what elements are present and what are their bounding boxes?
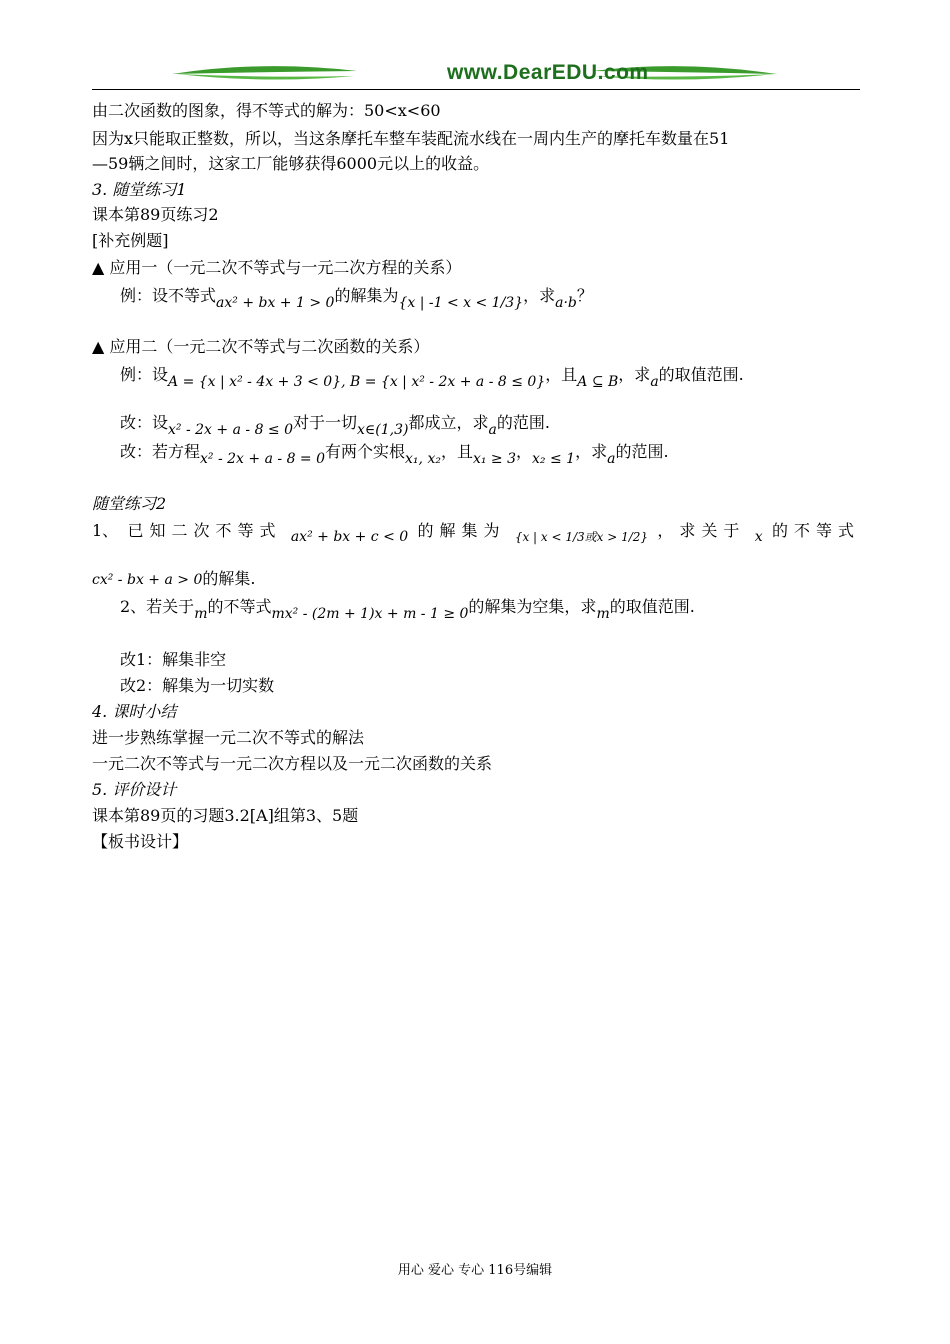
application-heading: ▲ 应用二（一元二次不等式与二次函数的关系） xyxy=(92,337,430,356)
application-heading: ▲ 应用一（一元二次不等式与一元二次方程的关系） xyxy=(92,258,462,277)
text-line: 改1：解集非空 xyxy=(120,650,227,669)
text-span: ， xyxy=(516,442,533,461)
math-expression: a·b xyxy=(555,295,577,311)
math-expression: cx² - bx + a > 0 xyxy=(92,572,203,588)
problem-line xyxy=(92,566,255,593)
math-expression: ax² + bx + 1 > 0 xyxy=(216,295,335,311)
math-expression: A = {x | x² - 4x + 3 < 0}, B = {x | x² - 2x + a - 8 ≤ 0} xyxy=(168,374,546,390)
math-expression: x² - 2x + a - 8 ≤ 0 xyxy=(168,422,294,438)
text-span: 的不等式 xyxy=(771,521,860,540)
math-expression: x∈(1,3) xyxy=(357,422,409,438)
text-line: —59辆之间时，这家工厂能够获得6000元以上的收益。 xyxy=(92,154,490,173)
text-span: 例：设不等式 xyxy=(120,286,217,305)
section-heading: 5. 评价设计 xyxy=(92,780,177,799)
text-line: 课本第89页练习2 xyxy=(92,205,219,224)
section-heading: 3. 随堂练习1 xyxy=(92,180,187,199)
text-span: ，求 xyxy=(618,365,651,384)
text-span: 改：若方程 xyxy=(120,442,201,461)
text-span: 的取值范围. xyxy=(609,597,695,616)
text-span: 改：设 xyxy=(120,413,169,432)
text-span: ，且 xyxy=(545,365,578,384)
math-expression: m xyxy=(194,606,208,622)
variant-line xyxy=(120,439,669,466)
math-expression: x xyxy=(754,529,763,545)
text-span: 的不等式 xyxy=(207,597,272,616)
text-span: ？ xyxy=(576,286,593,305)
math-expression: x² - 2x + a - 8 = 0 xyxy=(200,451,326,467)
math-expression: m xyxy=(596,606,610,622)
text-span: ，求关于 xyxy=(657,521,746,540)
text-span: ，求 xyxy=(523,286,556,305)
problem-number: 1、 xyxy=(92,521,119,540)
text-span: 的取值范围. xyxy=(658,365,744,384)
math-expression: ax² + bx + c < 0 xyxy=(290,529,409,545)
text-line: 一元二次不等式与一元二次方程以及一元二次函数的关系 xyxy=(92,754,493,773)
text-span: 的范围. xyxy=(496,413,550,432)
text-line: 由二次函数的图象，得不等式的解为：50<x<60 xyxy=(92,101,441,120)
text-span: 2、若关于 xyxy=(120,597,195,616)
header-rule xyxy=(92,89,860,90)
math-expression: {x | -1 < x < 1/3} xyxy=(398,295,524,311)
text-span: 对于一切 xyxy=(293,413,358,432)
text-span: 的解集为空集，求 xyxy=(468,597,597,616)
math-expression: a xyxy=(488,422,497,438)
math-expression: x₁, x₂ xyxy=(405,451,441,467)
text-span: 例：设 xyxy=(120,365,169,384)
site-logo[interactable]: www.DearEDU.com xyxy=(447,61,649,84)
text-span: 都成立，求 xyxy=(408,413,489,432)
example-line xyxy=(120,283,593,310)
text-line: 进一步熟练掌握一元二次不等式的解法 xyxy=(92,728,365,747)
text-line: 改2：解集为一切实数 xyxy=(120,676,275,695)
math-expression: mx² - (2m + 1)x + m - 1 ≥ 0 xyxy=(271,606,469,622)
example-line xyxy=(120,362,744,389)
text-span: 的解集为 xyxy=(417,521,506,540)
section-heading: 随堂练习2 xyxy=(92,494,167,513)
site-header xyxy=(92,58,860,90)
text-span: ，求 xyxy=(575,442,608,461)
problem-line xyxy=(92,518,860,544)
text-line: 【板书设计】 xyxy=(92,832,189,851)
problem-line xyxy=(120,594,695,621)
text-span: 的范围. xyxy=(615,442,669,461)
text-span: 的解集. xyxy=(202,569,256,588)
math-expression: a xyxy=(650,374,659,390)
math-expression: x₂ ≤ 1 xyxy=(532,451,576,467)
text-line: 因为x只能取正整数，所以，当这条摩托车整车装配流水线在一周内生产的摩托车数量在51 xyxy=(92,129,730,148)
math-expression: {x | x < 1/3或x > 1/2} xyxy=(514,530,649,544)
text-span: ，且 xyxy=(440,442,473,461)
text-span: 有两个实根 xyxy=(325,442,406,461)
text-line: 课本第89页的习题3.2[A]组第3、5题 xyxy=(92,806,359,825)
text-line: [补充例题] xyxy=(92,231,169,250)
math-expression: A ⊆ B xyxy=(577,374,619,390)
variant-line xyxy=(120,410,550,437)
section-heading: 4. 课时小结 xyxy=(92,702,177,721)
text-span: 的解集为 xyxy=(334,286,399,305)
math-expression: x₁ ≥ 3 xyxy=(472,451,517,467)
page-footer: 用心 爱心 专心 116号编辑 xyxy=(397,1263,553,1278)
math-expression: a xyxy=(607,451,616,467)
text-span: 已知二次不等式 xyxy=(127,521,282,540)
